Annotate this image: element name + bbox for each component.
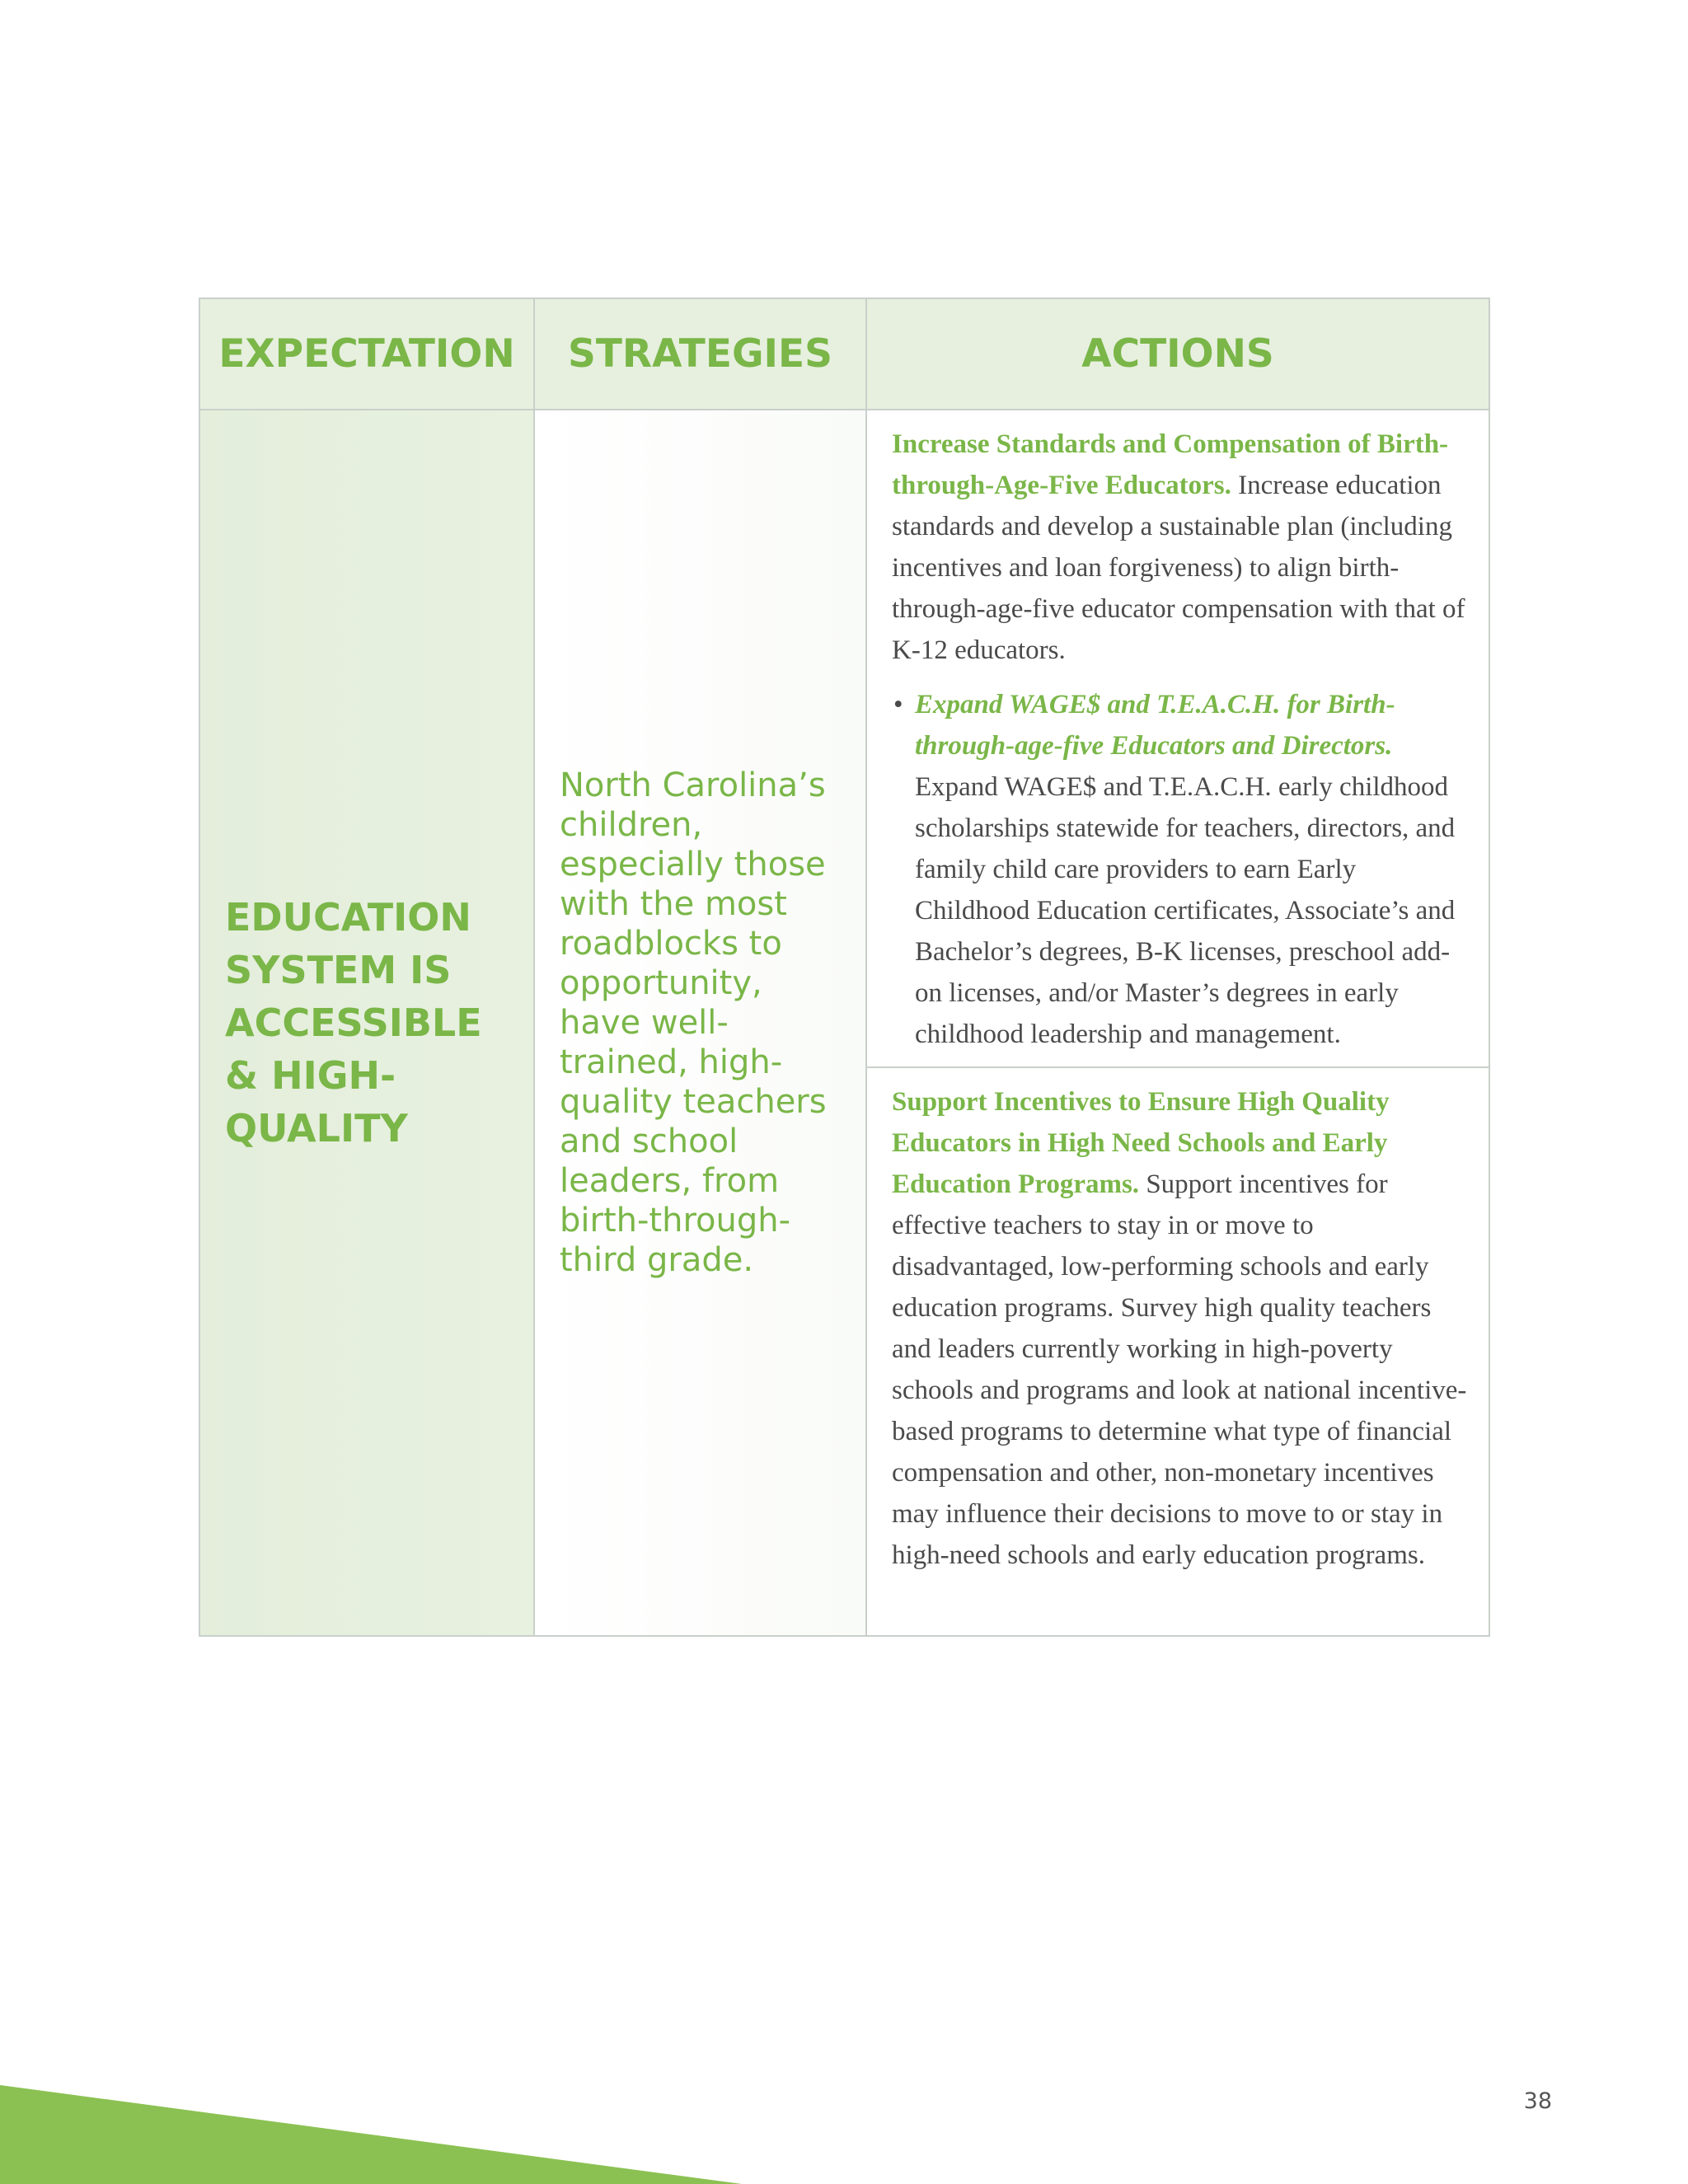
header-strategies: STRATEGIES <box>534 298 866 410</box>
table-header-row <box>199 298 1489 410</box>
corner-decoration <box>0 2011 742 2184</box>
action-body: Support incentives for effective teachers to stay in or move to disadvantaged, low-performing schools and early education programs. Survey high quality teachers and leaders currently working in high-poverty schools and programs and look at national incentive-based programs to determine what type of financial compensation and other, non-monetary incentives may influence their decisions to move to or stay in high-need schools and early education programs. <box>892 1169 1467 1570</box>
page-number: 38 <box>1523 2088 1552 2114</box>
bullet-body: Expand WAGE$ and T.E.A.C.H. early childhood scholarships statewide for teachers, directors, and family child care providers to earn Early Childhood Education certificates, Associate’s and Bachelor’s degrees, B-K licenses, preschool add-on licenses, and/or Master’s degrees in early childhood leadership and management. <box>915 772 1456 1049</box>
bullet-icon: • <box>893 690 903 719</box>
action-cell-2 <box>866 1067 1489 1636</box>
expectation-text: EDUCATION SYSTEM IS ACCESSIBLE & HIGH-QUALITY <box>225 895 482 1151</box>
bullet-lead: Expand WAGE$ and T.E.A.C.H. for Birth-through-age-five Educators and Directors. <box>915 690 1395 761</box>
action-paragraph <box>892 1081 1469 1576</box>
header-actions: ACTIONS <box>866 298 1489 410</box>
action-bullet-list <box>892 684 1469 1055</box>
action-body: Increase education standards and develop a sustainable plan (including incentives and loan forgiveness) to align birth-through-age-five educator compensation with that of K-12 educators. <box>892 471 1465 665</box>
action-lead: Support Incentives to Ensure High Quality Educators in High Need Schools and Early Education Programs. <box>892 1087 1390 1199</box>
expectation-cell <box>199 410 534 1636</box>
strategy-table <box>199 298 1490 1637</box>
action-cell-1 <box>866 410 1489 1067</box>
header-expectation: EXPECTATION <box>199 298 534 410</box>
strategy-cell <box>534 410 866 1636</box>
action-paragraph <box>892 424 1469 671</box>
action-lead: Increase Standards and Compensation of Birth-through-Age-Five Educators. <box>892 429 1449 500</box>
strategy-text: North Carolina’s children, especially those with the most roadblocks to opportunity, have well-trained, high-quality teachers and school leaders, from birth-through-third grade. <box>560 766 827 1279</box>
action-bullet-item <box>892 684 1469 1055</box>
table-row <box>199 410 1489 1067</box>
